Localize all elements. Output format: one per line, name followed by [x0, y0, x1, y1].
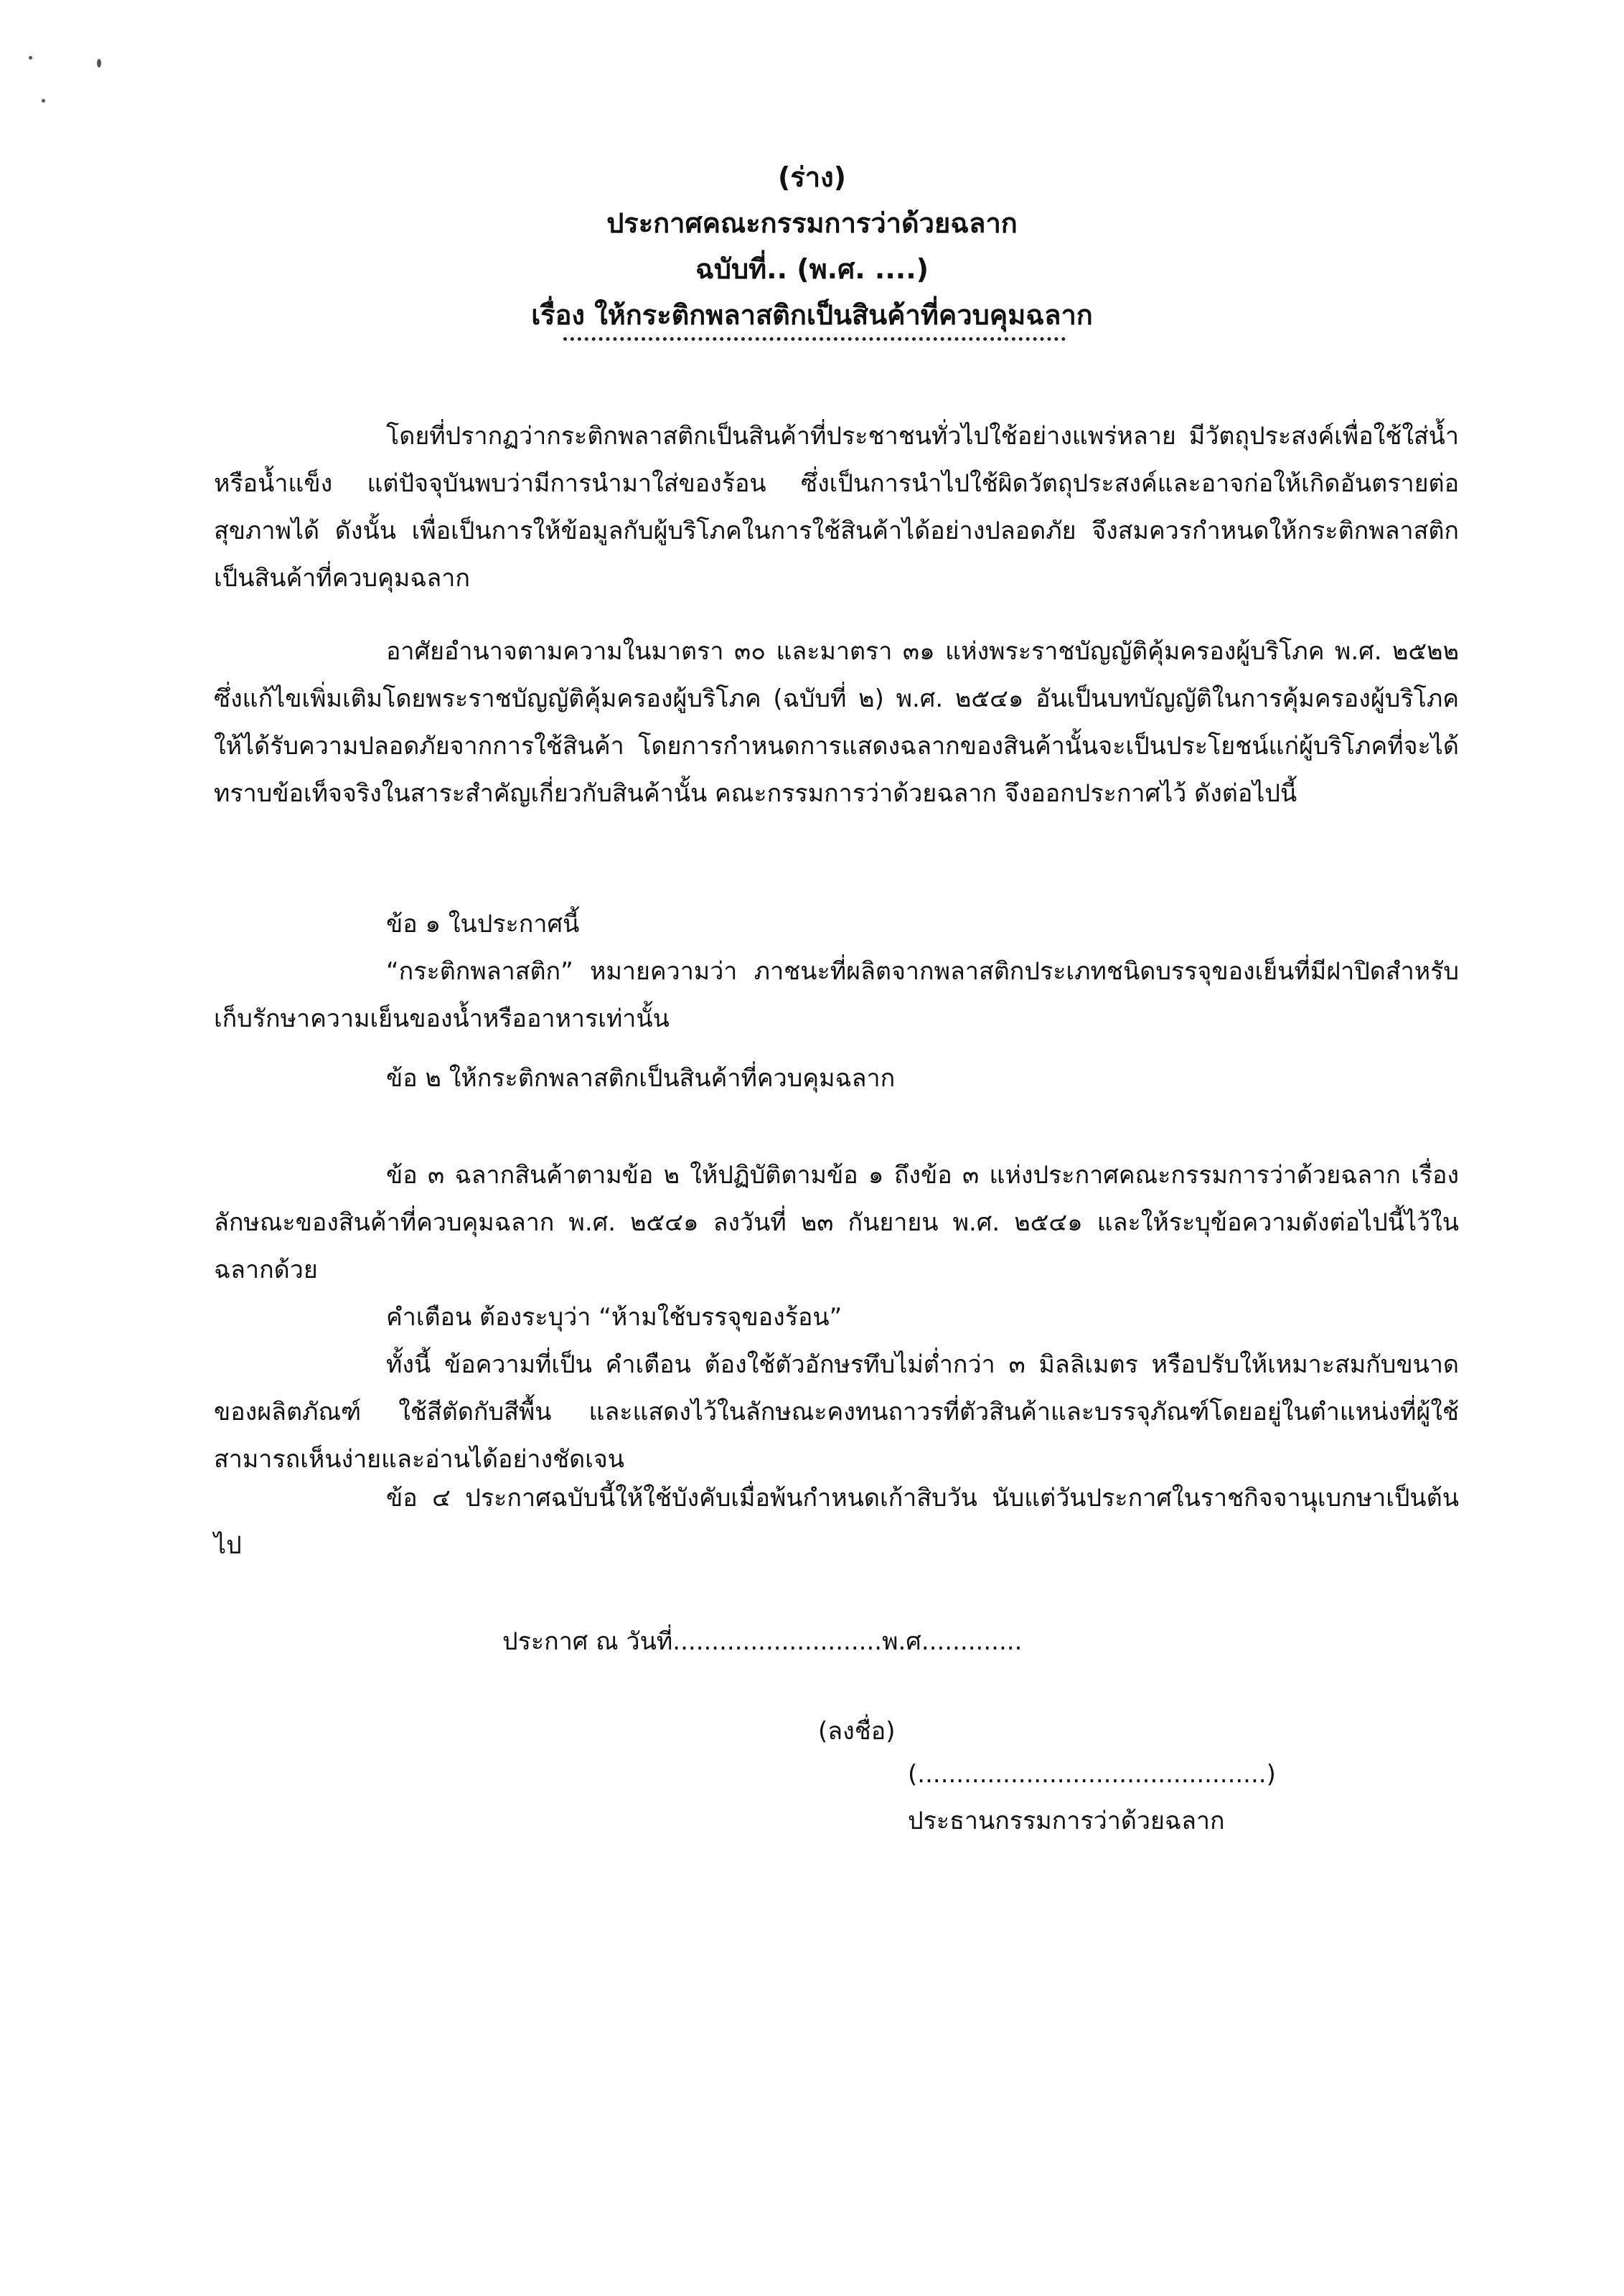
- clause-3-warning: คำเตือน ต้องระบุว่า “ห้ามใช้บรรจุของร้อน”: [386, 1303, 842, 1332]
- announcement-date: ประกาศ ณ วันที่...........................พ.ศ.............: [502, 1627, 1023, 1656]
- preamble-1: [214, 413, 1459, 602]
- document-header: [0, 154, 1624, 338]
- signatory-position: ประธานกรรมการว่าด้วยฉลาก: [908, 1807, 1225, 1835]
- clause-2-text: ข้อ ๒ ให้กระติกพลาสติกเป็นสินค้าที่ควบคุมฉลาก: [386, 1064, 896, 1093]
- clause-4: [214, 1474, 1459, 1569]
- scan-speck: [97, 59, 101, 67]
- clause-3-text: ข้อ ๓ ฉลากสินค้าตามข้อ ๒ ให้ปฏิบัติตามข้อ ๑ ถึงข้อ ๓ แห่งประกาศคณะกรรมการว่าด้วยฉลาก เรื่อง ลักษณะของสินค้าที่ควบคุมฉลาก พ.ศ. ๒๕๔๑ ลงวันที่ ๒๓ กันยายน พ.ศ. ๒๕๔๑ และให้ระบุข้อความดังต่อไปนี้ไว้ในฉลากด้วย: [214, 1161, 1459, 1284]
- preamble-paragraph-2: อาศัยอำนาจตามความในมาตรา ๓๐ และมาตรา ๓๑ แห่งพระราชบัญญัติคุ้มครองผู้บริโภค พ.ศ. ๒๕๒๒ ซึ่งแก้ไขเพิ่มเติมโดยพระราชบัญญัติคุ้มครองผู้บริโภค (ฉบับที่ ๒) พ.ศ. ๒๕๔๑ อันเป็นบทบัญญัติในการคุ้มครองผู้บริโภคให้ได้รับความปลอดภัยจากการใช้สินค้า โดยการกำหนดการแสดงฉลากของสินค้านั้นจะเป็นประโยชน์แก่ผู้บริโภคที่จะได้ทราบข้อเท็จจริงในสาระสำคัญเกี่ยวกับสินค้านั้น คณะกรรมการว่าด้วยฉลาก จึงออกประกาศไว้ ดังต่อไปนี้: [214, 637, 1459, 808]
- issue-number: ฉบับที่.. (พ.ศ. ....): [695, 253, 929, 285]
- document-title: ประกาศคณะกรรมการว่าด้วยฉลาก: [606, 207, 1018, 239]
- clause-3: [214, 1152, 1459, 1483]
- clause-3-detail: ทั้งนี้ ข้อความที่เป็น คำเตือน ต้องใช้ตัวอักษรทึบไม่ต่ำกว่า ๓ มิลลิเมตร หรือปรับให้เหมาะสมกับขนาดของผลิตภัณฑ์ ใช้สีตัดกับสีพื้น และแสดงไว้ในลักษณะคงทนถาวรที่ตัวสินค้าและบรรจุภัณฑ์โดยอยู่ในตำแหน่งที่ผู้ใช้สามารถเห็นง่ายและอ่านได้อย่างชัดเจน: [214, 1350, 1459, 1474]
- clause-1-definition: “กระติกพลาสติก” หมายความว่า ภาชนะที่ผลิตจากพลาสติกประเภทชนิดบรรจุของเย็นที่มีฝาปิดสำหรับเก็บรักษาความเย็นของน้ำหรืออาหารเท่านั้น: [214, 957, 1459, 1033]
- clause-2: [214, 1055, 1459, 1102]
- document-subject: เรื่อง ให้กระติกพลาสติกเป็นสินค้าที่ควบคุมฉลาก: [531, 299, 1093, 331]
- clause-1-heading: ข้อ ๑ ในประกาศนี้: [386, 910, 580, 938]
- draft-label: (ร่าง): [777, 161, 847, 193]
- signatory-name-blank: (.............................................): [908, 1760, 1276, 1789]
- preamble-2: [214, 628, 1459, 817]
- scan-speck: [42, 99, 45, 103]
- clause-1: [214, 900, 1459, 1043]
- preamble-paragraph-1: โดยที่ปรากฏว่ากระติกพลาสติกเป็นสินค้าที่ประชาชนทั่วไปใช้อย่างแพร่หลาย มีวัตถุประสงค์เพื่อใช้ใส่น้ำ หรือน้ำแข็ง แต่ปัจจุบันพบว่ามีการนำมาใส่ของร้อน ซึ่งเป็นการนำไปใช้ผิดวัตถุประสงค์และอาจก่อให้เกิดอันตรายต่อสุขภาพได้ ดังนั้น เพื่อเป็นการให้ข้อมูลกับผู้บริโภคในการใช้สินค้าได้อย่างปลอดภัย จึงสมควรกำหนดให้กระติกพลาสติกเป็นสินค้าที่ควบคุมฉลาก: [214, 422, 1459, 593]
- scan-speck: [29, 56, 32, 60]
- signature-label: (ลงชื่อ): [818, 1717, 896, 1746]
- separator-dots: [563, 337, 1066, 341]
- clause-4-text: ข้อ ๔ ประกาศฉบับนี้ให้ใช้บังคับเมื่อพ้นกำหนดเก้าสิบวัน นับแต่วันประกาศในราชกิจจานุเบกษาเป็นต้นไป: [214, 1484, 1459, 1560]
